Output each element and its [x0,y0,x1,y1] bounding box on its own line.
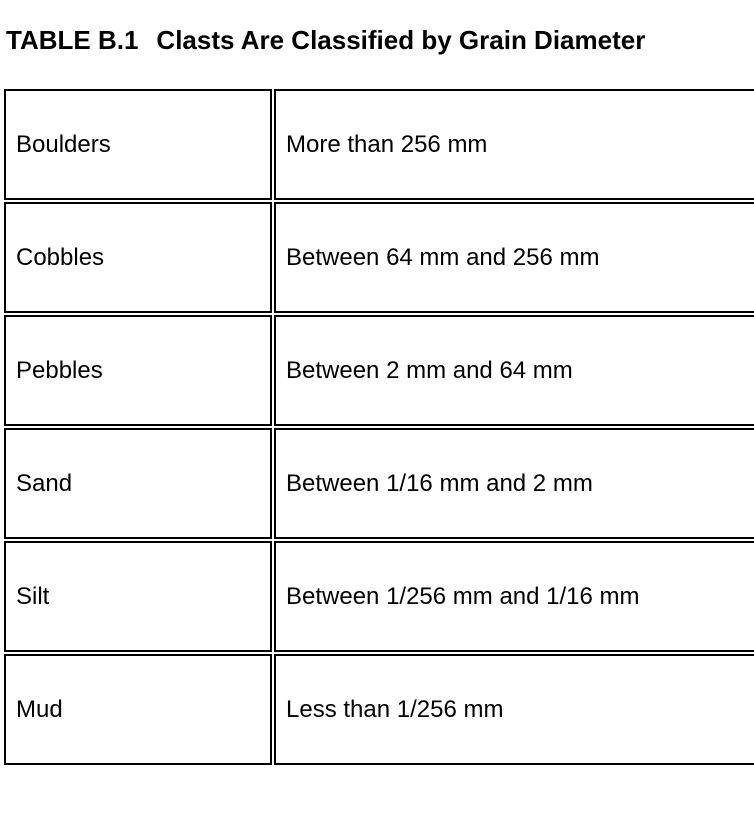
grain-diameter-cell: Between 64 mm and 256 mm [274,202,754,313]
clast-name-cell: Pebbles [4,315,272,426]
table-row [4,541,754,652]
grain-diameter-cell: More than 256 mm [274,89,754,200]
table-body [4,89,754,765]
grain-diameter-cell: Between 2 mm and 64 mm [274,315,754,426]
grain-diameter-table [2,87,754,767]
clast-name-cell: Silt [4,541,272,652]
table-label: TABLE B.1 [6,25,139,55]
clast-name-cell: Mud [4,654,272,765]
clast-name-cell: Cobbles [4,202,272,313]
grain-diameter-cell: Between 1/256 mm and 1/16 mm [274,541,754,652]
table-row [4,89,754,200]
table-row [4,428,754,539]
table-row [4,315,754,426]
table-title [6,24,645,56]
grain-diameter-cell: Between 1/16 mm and 2 mm [274,428,754,539]
table-caption: Clasts Are Classified by Grain Diameter [156,25,646,55]
table-row [4,654,754,765]
table-row [4,202,754,313]
clast-name-cell: Boulders [4,89,272,200]
clast-name-cell: Sand [4,428,272,539]
grain-diameter-cell: Less than 1/256 mm [274,654,754,765]
